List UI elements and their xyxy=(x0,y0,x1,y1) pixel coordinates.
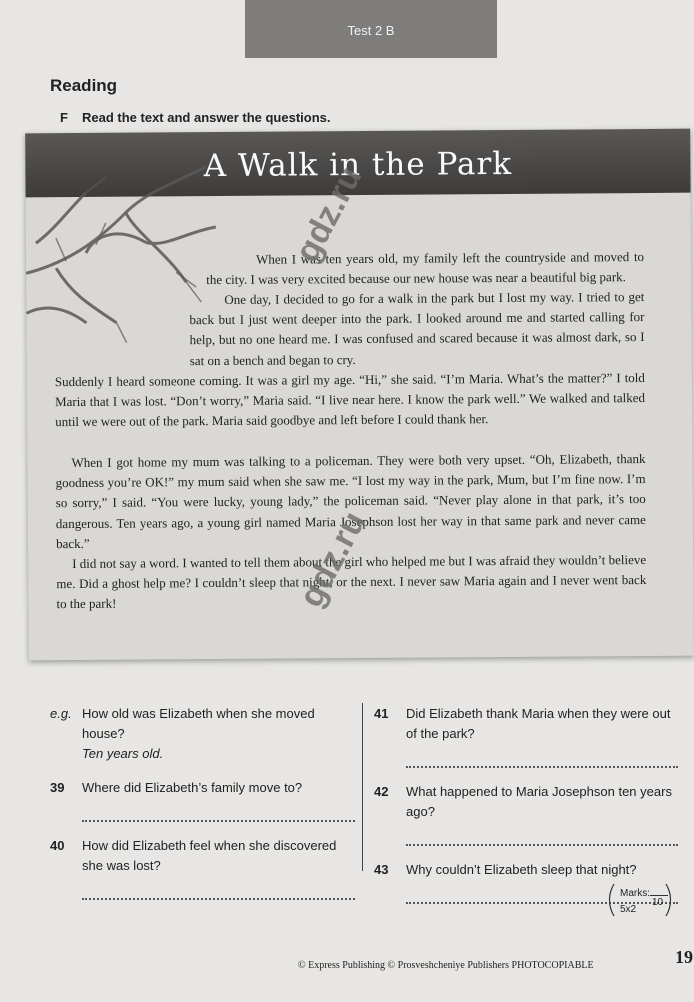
marks-box xyxy=(608,882,672,918)
example-answer: Ten years old. xyxy=(82,746,164,761)
story-paragraph-5: I did not say a word. I wanted to tell them about the girl who helped me but I was afraid they wouldn’t believe me. Did a ghost help me? I couldn’t sleep that night, or the next. I never saw Maria again and I never went back to the park! xyxy=(56,552,647,612)
example-question-text: How old was Elizabeth when she moved house? xyxy=(82,706,315,741)
task-letter: F xyxy=(60,110,68,125)
marks-fraction-line xyxy=(650,895,668,896)
marks-total: 10 xyxy=(652,897,664,908)
story-panel xyxy=(25,129,694,661)
question-number: 41 xyxy=(374,706,389,721)
question-42 xyxy=(374,782,678,846)
answer-line[interactable] xyxy=(82,884,355,900)
question-number: 42 xyxy=(374,784,389,799)
answer-line[interactable] xyxy=(406,752,678,768)
footer-copyright xyxy=(298,960,594,971)
task-instruction xyxy=(60,110,331,125)
question-number: 40 xyxy=(50,838,65,853)
watermark: gdz.ru xyxy=(287,160,370,269)
column-divider xyxy=(362,703,363,871)
question-39 xyxy=(50,778,355,822)
answer-line[interactable] xyxy=(82,806,355,822)
question-text: How did Elizabeth feel when she discovered she was lost? xyxy=(82,838,337,873)
story-paragraph-4: When I got home my mum was talking to a policeman. They were both very upset. “Oh, Elizabeth, thank goodness you’re OK!” my mum said when she saw me. “I lost my way in the park, Mum, but I’m fine now. I’m so sorry,” I said. “You were lucky, young lady,” the policeman said. “Never play alone in that park, it’s too dangerous. Ten years ago, a young girl named Maria Josephson lost her way in that same park and never came back.” xyxy=(55,451,646,551)
question-text: Where did Elizabeth’s family move to? xyxy=(82,780,303,795)
question-number: 39 xyxy=(50,780,65,795)
questions-left xyxy=(50,704,355,914)
story-paragraph-1: When I was ten years old, my family left the countryside and moved to the city. I was very excited because our new house was near a beautiful big park. xyxy=(206,249,645,288)
marks-multiplier: 5x2 xyxy=(620,904,637,915)
question-number: 43 xyxy=(374,862,389,877)
answer-line[interactable] xyxy=(406,830,678,846)
example-question xyxy=(50,704,355,764)
question-text: What happened to Maria Josephson ten years ago? xyxy=(406,784,672,819)
question-40 xyxy=(50,836,355,900)
footer-publishers: © Express Publishing © Prosveshcheniye Publishers xyxy=(298,960,510,971)
example-label: e.g. xyxy=(50,706,72,721)
watermark: gdz.ru xyxy=(291,505,374,614)
question-text: Did Elizabeth thank Maria when they were out of the park? xyxy=(406,706,671,741)
task-text: Read the text and answer the questions. xyxy=(82,110,331,125)
marks-label: Marks: xyxy=(620,888,650,899)
footer-photocopiable: PHOTOCOPIABLE xyxy=(511,960,594,971)
story-paragraph-3: Suddenly I heard someone coming. It was a girl my age. “Hi,” she said. “I’m Maria. What’s the matter?” I told Maria that I was lost. “Don’t worry,” Maria said. “I live near here. I know the park well.” We walked and talked until we were out of the park. Maria said goodbye and left before I could thank her. xyxy=(54,370,646,430)
page-number: 19 xyxy=(675,947,693,967)
question-41 xyxy=(374,704,678,768)
story-title: A Walk in the Park xyxy=(203,145,513,185)
test-tab: Test 2 B xyxy=(245,0,497,58)
story-paragraph-2: One day, I decided to go for a walk in the park but I lost my way. I tried to get back but I just went deeper into the park. I looked around me and started calling for help, but no one heard me. I was confused and scared because it was almost dark, so I sat on a bench and began to cry. xyxy=(189,289,645,368)
section-title: Reading xyxy=(50,76,118,95)
question-text: Why couldn’t Elizabeth sleep that night? xyxy=(406,862,637,877)
